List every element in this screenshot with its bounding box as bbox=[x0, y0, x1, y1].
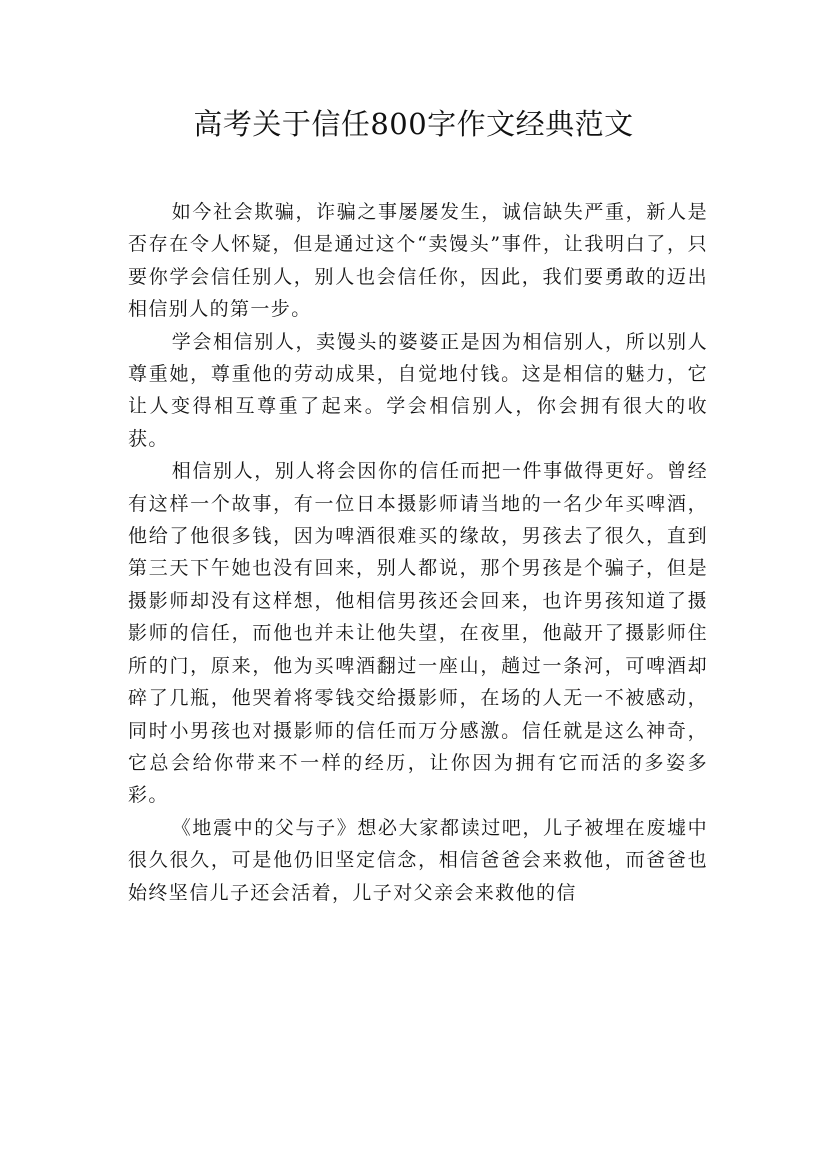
paragraph-2: 学会相信别人，卖馒头的婆婆正是因为相信别人，所以别人尊重她，尊重他的劳动成果，自觉地付钱。这是相信的魅力，它让人变得相互尊重了起来。学会相信别人，你会拥有很大的收获。 bbox=[128, 330, 708, 450]
document-title: 高考关于信任800字作文经典范文 bbox=[193, 107, 634, 141]
document-body bbox=[128, 196, 708, 909]
paragraph-3: 相信别人，别人将会因你的信任而把一件事做得更好。曾经有这样一个故事，有一位日本摄影师请当地的一名少年买啤酒，他给了他很多钱，因为啤酒很难买的缘故，男孩去了很久，直到第三天下午她也没有回来，别人都说，那个男孩是个骗子，但是摄影师却没有这样想，他相信男孩还会回来，也许男孩知道了摄影师的信任，而他也并未让他失望，在夜里，他敲开了摄影师住所的门，原来，他为买啤酒翻过一座山，趟过一条河，可啤酒却碎了几瓶，他哭着将零钱交给摄影师，在场的人无一不被感动，同时小男孩也对摄影师的信任而万分感激。信任就是这么神奇，它总会给你带来不一样的经历，让你因为拥有它而活的多姿多彩。 bbox=[128, 460, 708, 807]
paragraph-4: 《地震中的父与子》想必大家都读过吧，儿子被埋在废墟中很久很久，可是他仍旧坚定信念，相信爸爸会来救他，而爸爸也始终坚信儿子还会活着，儿子对父亲会来救他的信 bbox=[128, 816, 708, 904]
paragraph-1: 如今社会欺骗，诈骗之事屡屡发生，诚信缺失严重，新人是否存在令人怀疑，但是通过这个“卖馒头”事件，让我明白了，只要你学会信任别人，别人也会信任你，因此，我们要勇敢的迈出相信别人的第一步。 bbox=[128, 201, 708, 321]
